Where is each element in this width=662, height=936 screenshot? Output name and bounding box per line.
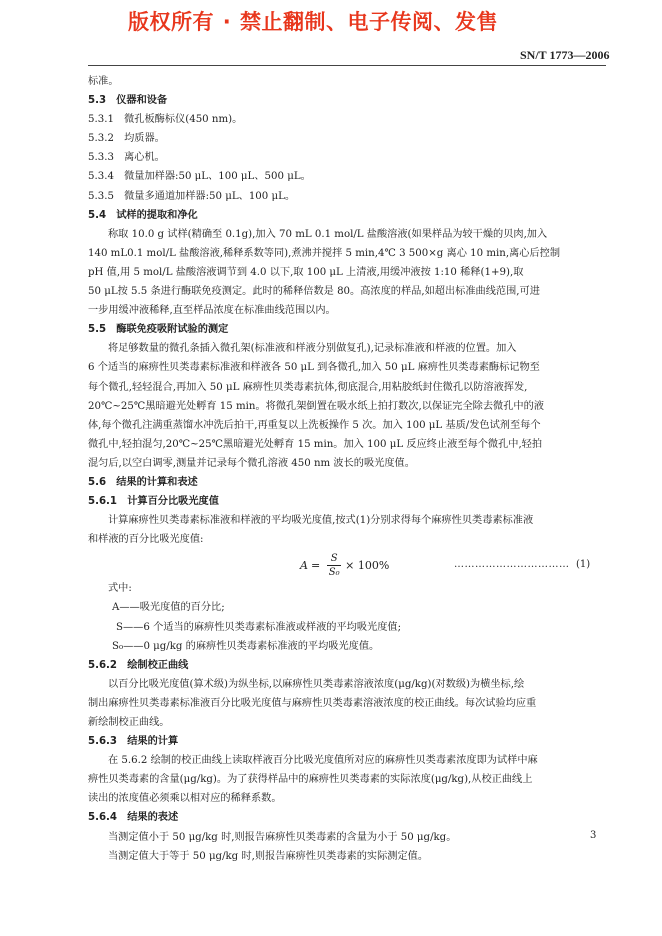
watermark-text-2: 禁止翻制、电子传阅、发售: [240, 10, 498, 34]
list-item: 5.3.5 微量多通道加样器:50 μL、100 μL。: [88, 190, 296, 202]
paragraph-line: 在 5.6.2 绘制的校正曲线上读取样液百分比吸光度值所对应的麻痹性贝类毒素浓度即为试样中麻: [108, 755, 538, 767]
formula-1: [88, 551, 607, 577]
section-heading-5-6: 5.6 结果的计算和表述: [88, 476, 198, 488]
list-item: 5.3.4 微量加样器:50 μL、100 μL、500 μL。: [88, 171, 311, 183]
paragraph-line: 50 μL按 5.5 条进行酶联免疫测定。此时的稀释倍数是 80。高浓度的样品,如超出标准曲线范围,可进: [88, 286, 540, 298]
paragraph-line: 混匀后,以空白调零,测量并记录每个微孔溶液 450 nm 波长的吸光度值。: [88, 457, 415, 469]
standard-number: SN/T 1773—2006: [520, 48, 610, 62]
paragraph-line: 和样液的百分比吸光度值:: [88, 534, 204, 546]
paragraph-line: 制出麻痹性贝类毒素标准液百分比吸光度值与麻痹性贝类毒素溶液浓度的校正曲线。每次试验均应重: [88, 697, 537, 709]
document-body: [88, 72, 607, 866]
paragraph-line: 当测定值小于 50 μg/kg 时,则报告麻痹性贝类毒素的含量为小于 50 μg/kg。: [108, 831, 457, 843]
formula-numerator: S: [330, 553, 338, 565]
paragraph-line: 微孔中,轻拍混匀,20℃~25℃黑暗避光处孵育 15 min。加入 100 μL 反应终止液至每个微孔中,轻拍: [88, 438, 543, 450]
paragraph-line: 一步用缓冲液稀释,直至样品浓度在标准曲线范围以内。: [88, 305, 336, 317]
paragraph-line: 体,每个微孔注满重蒸馏水冲洗后拍干,再重复以上洗板操作 5 次。加入 100 μL 基质/发色试剂至每个: [88, 419, 541, 431]
paragraph-line: 20℃~25℃黑暗避光处孵育 15 min。将微孔架倒置在吸水纸上拍打数次,以保证完全除去微孔中的液: [88, 400, 544, 412]
paragraph-line: 计算麻痹性贝类毒素标准液和样液的平均吸光度值,按式(1)分别求得每个麻痹性贝类毒素标准液: [108, 515, 534, 527]
copyright-watermark: [128, 6, 498, 36]
list-item: 5.3.3 离心机。: [88, 152, 165, 164]
section-heading-5-3: 5.3 仪器和设备: [88, 95, 168, 107]
formula-leader-dots: ……………………………: [454, 559, 570, 571]
header-divider: [88, 65, 606, 66]
paragraph-line: 新绘制校正曲线。: [88, 717, 170, 728]
watermark-text-1: 版权所有: [128, 10, 214, 34]
formula-multiplier: × 100%: [345, 559, 390, 573]
paragraph-line: 140 mL0.1 mol/L 盐酸溶液,稀释系数等同),煮沸并搅拌 5 min,4℃ 3 500×g 离心 10 min,离心后控制: [88, 247, 561, 259]
watermark-separator: ·: [222, 10, 232, 34]
paragraph-line: 式中:: [108, 583, 132, 595]
formula-fraction: [327, 553, 341, 578]
paragraph-line: 以百分比吸光度值(算术级)为纵坐标,以麻痹性贝类毒素溶液浓度(μg/kg)(对数级)为横坐标,绘: [108, 678, 525, 690]
section-heading-5-6-1: 5.6.1 计算百分比吸光度值: [88, 496, 219, 508]
paragraph-line: 将足够数量的微孔条插入微孔架(标准液和样液分别做复孔),记录标准液和样液的位置。加入: [108, 343, 517, 355]
section-heading-5-6-2: 5.6.2 绘制校正曲线: [88, 659, 189, 671]
formula-expression: [300, 553, 389, 578]
list-item: 5.3.2 均质器。: [88, 133, 165, 145]
section-heading-5-6-3: 5.6.3 结果的计算: [88, 736, 179, 748]
paragraph-line: 读出的浓度值必须乘以相对应的稀释系数。: [88, 793, 282, 805]
page-number: 3: [590, 830, 597, 841]
formula-equals: =: [310, 559, 321, 573]
section-heading-5-5: 5.5 酶联免疫吸附试验的测定: [88, 324, 229, 336]
section-heading-5-4: 5.4 试样的提取和净化: [88, 209, 198, 221]
variable-definition: S——6 个适当的麻痹性贝类毒素标准液或样液的平均吸光度值;: [116, 621, 402, 633]
paragraph-line: 痹性贝类毒素的含量(μg/kg)。为了获得样品中的麻痹性贝类毒素的实际浓度(μg/kg),从校正曲线上: [88, 774, 533, 786]
variable-definition: S₀——0 μg/kg 的麻痹性贝类毒素标准液的平均吸光度值。: [112, 640, 380, 652]
variable-definition: A——吸光度值的百分比;: [112, 602, 225, 614]
formula-denominator: S₀: [328, 567, 340, 579]
paragraph-line: 当测定值大于等于 50 μg/kg 时,则报告麻痹性贝类毒素的实际测定值。: [108, 850, 429, 862]
fraction-bar: [327, 565, 341, 566]
paragraph-line: 每个微孔,轻轻混合,再加入 50 μL 麻痹性贝类毒素抗体,彻底混合,用粘胶纸封住微孔以防溶液挥发,: [88, 381, 528, 393]
paragraph-line: 6 个适当的麻痹性贝类毒素标准液和样液各 50 μL 到各微孔,加入 50 μL 麻痹性贝类毒素酶标记物至: [88, 362, 540, 374]
section-heading-5-6-4: 5.6.4 结果的表述: [88, 812, 179, 824]
paragraph-line: 标准。: [88, 76, 119, 87]
equation-number: (1): [576, 559, 591, 571]
paragraph-line: 称取 10.0 g 试样(精确至 0.1g),加入 70 mL 0.1 mol/L 盐酸溶液(如果样品为较干燥的贝肉,加入: [108, 228, 548, 240]
list-item: 5.3.1 微孔板酶标仪(450 nm)。: [88, 114, 243, 126]
paragraph-line: pH 值,用 5 mol/L 盐酸溶液调节到 4.0 以下,取 100 μL 上清液,用缓冲液按 1:10 稀释(1+9),取: [88, 266, 524, 278]
formula-lhs: A: [300, 559, 308, 573]
